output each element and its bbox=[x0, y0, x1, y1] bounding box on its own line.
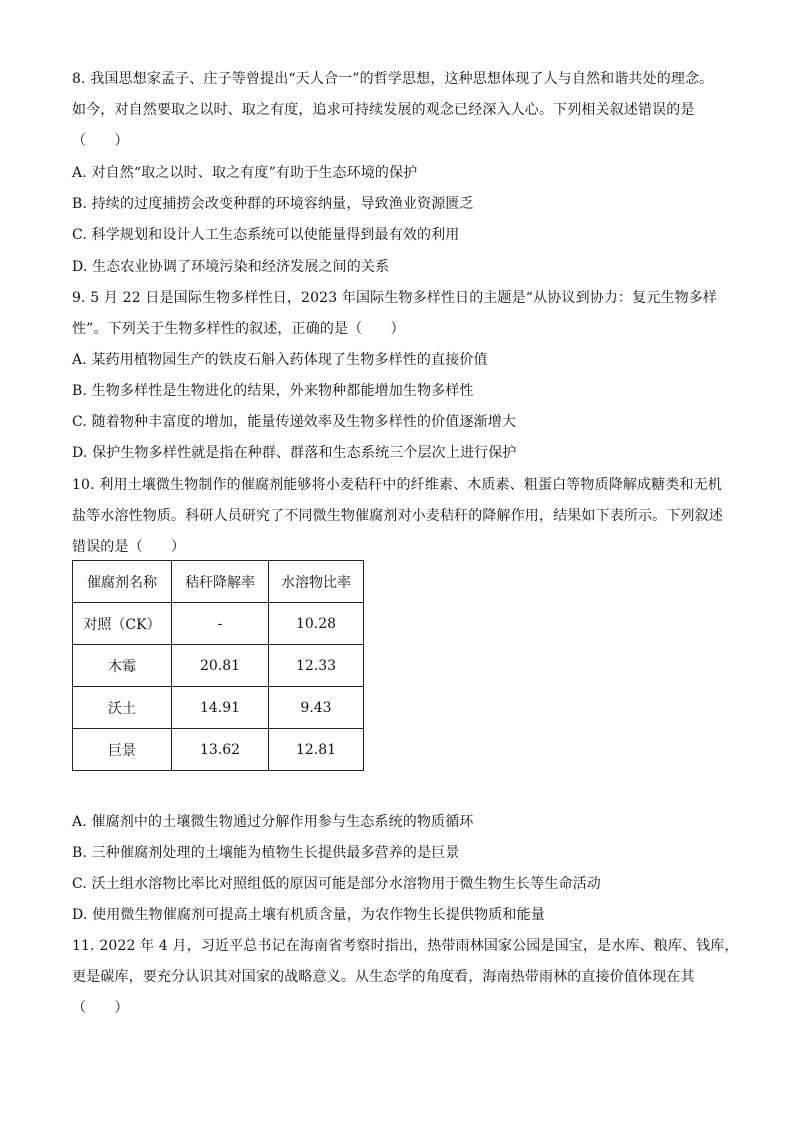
question-10-stem-line-2: 盐等水溶性物质。科研人员研究了不同微生物催腐剂对小麦秸秆的降解作用，结果如下表所示。下列叙述 bbox=[72, 508, 723, 524]
question-11-stem-line-2: 更是碳库，要充分认识其对国家的战略意义。从生态学的角度看，海南热带雨林的直接价值体现在其 bbox=[72, 969, 695, 985]
table-cell: 12.33 bbox=[269, 645, 364, 687]
table-cell: 20.81 bbox=[172, 645, 269, 687]
question-10-stem-line-1: 10. 利用土壤微生物制作的催腐剂能够将小麦秸秆中的纤维素、木质素、粗蛋白等物质降解成糖类和无机 bbox=[72, 477, 722, 493]
question-11-stem-line-1: 11. 2022 年 4 月，习近平总书记在海南省考察时指出，热带雨林国家公园是国宝，是水库、粮库、钱库， bbox=[72, 938, 739, 954]
question-11-answer-paren: （ ） bbox=[72, 1000, 129, 1016]
table-cell: 对照（CK） bbox=[73, 603, 172, 645]
table-row bbox=[73, 645, 364, 687]
question-9-option-b: B. 生物多样性是生物进化的结果，外来物种都能增加生物多样性 bbox=[72, 383, 474, 399]
table-row bbox=[73, 687, 364, 729]
table-cell: 沃土 bbox=[73, 687, 172, 729]
question-8-option-d: D. 生态农业协调了环境污染和经济发展之间的关系 bbox=[72, 259, 390, 275]
question-10-option-b: B. 三种催腐剂处理的土壤能为植物生长提供最多营养的是巨景 bbox=[72, 845, 460, 861]
question-8-option-c: C. 科学规划和设计人工生态系统可以使能量得到最有效的利用 bbox=[72, 227, 460, 243]
question-9-stem-line-1: 9. 5 月 22 日是国际生物多样性日，2023 年国际生物多样性日的主题是“从协议到协力：复元生物多样 bbox=[72, 290, 718, 306]
question-10-stem-line-3: 错误的是（ ） bbox=[72, 539, 186, 555]
question-8-answer-paren: （ ） bbox=[72, 133, 129, 149]
question-8-stem-line-1: 8. 我国思想家孟子、庄子等曾提出“天人合一”的哲学思想，这种思想体现了人与自然和谐共处的理念。 bbox=[72, 71, 714, 87]
table-header-cell: 水溶物比率 bbox=[269, 561, 364, 603]
question-9-option-d: D. 保护生物多样性就是指在种群、群落和生态系统三个层次上进行保护 bbox=[72, 445, 517, 461]
table-cell: 12.81 bbox=[269, 729, 364, 771]
table-cell: 14.91 bbox=[172, 687, 269, 729]
table-header-row bbox=[73, 561, 364, 603]
question-10-option-d: D. 使用微生物催腐剂可提高土壤有机质含量，为农作物生长提供物质和能量 bbox=[72, 907, 545, 923]
table-cell: 木霉 bbox=[73, 645, 172, 687]
table-cell: - bbox=[172, 603, 269, 645]
question-9-option-c: C. 随着物种丰富度的增加，能量传递效率及生物多样性的价值逐渐增大 bbox=[72, 414, 517, 430]
question-8-stem-line-2: 如今，对自然要取之以时、取之有度，追求可持续发展的观念已经深入人心。下列相关叙述错误的是 bbox=[72, 102, 695, 118]
table-row bbox=[73, 729, 364, 771]
table-row bbox=[73, 603, 364, 645]
decomposer-results-table bbox=[72, 560, 364, 771]
table-cell: 9.43 bbox=[269, 687, 364, 729]
table-cell: 13.62 bbox=[172, 729, 269, 771]
question-10-option-c: C. 沃土组水溶物比率比对照组低的原因可能是部分水溶物用于微生物生长等生命活动 bbox=[72, 876, 601, 892]
table-cell: 巨景 bbox=[73, 729, 172, 771]
table-header-cell: 催腐剂名称 bbox=[73, 561, 172, 603]
question-8-option-a: A. 对自然“取之以时、取之有度”有助于生态环境的保护 bbox=[72, 165, 418, 181]
question-9-stem-line-2: 性”。下列关于生物多样性的叙述，正确的是（ ） bbox=[72, 321, 405, 337]
question-8-option-b: B. 持续的过度捕捞会改变种群的环境容纳量，导致渔业资源匮乏 bbox=[72, 196, 474, 212]
table-header-cell: 秸秆降解率 bbox=[172, 561, 269, 603]
table-cell: 10.28 bbox=[269, 603, 364, 645]
question-10-option-a: A. 催腐剂中的土壤微生物通过分解作用参与生态系统的物质循环 bbox=[72, 814, 474, 830]
question-9-option-a: A. 某药用植物园生产的铁皮石斛入药体现了生物多样性的直接价值 bbox=[72, 352, 488, 368]
